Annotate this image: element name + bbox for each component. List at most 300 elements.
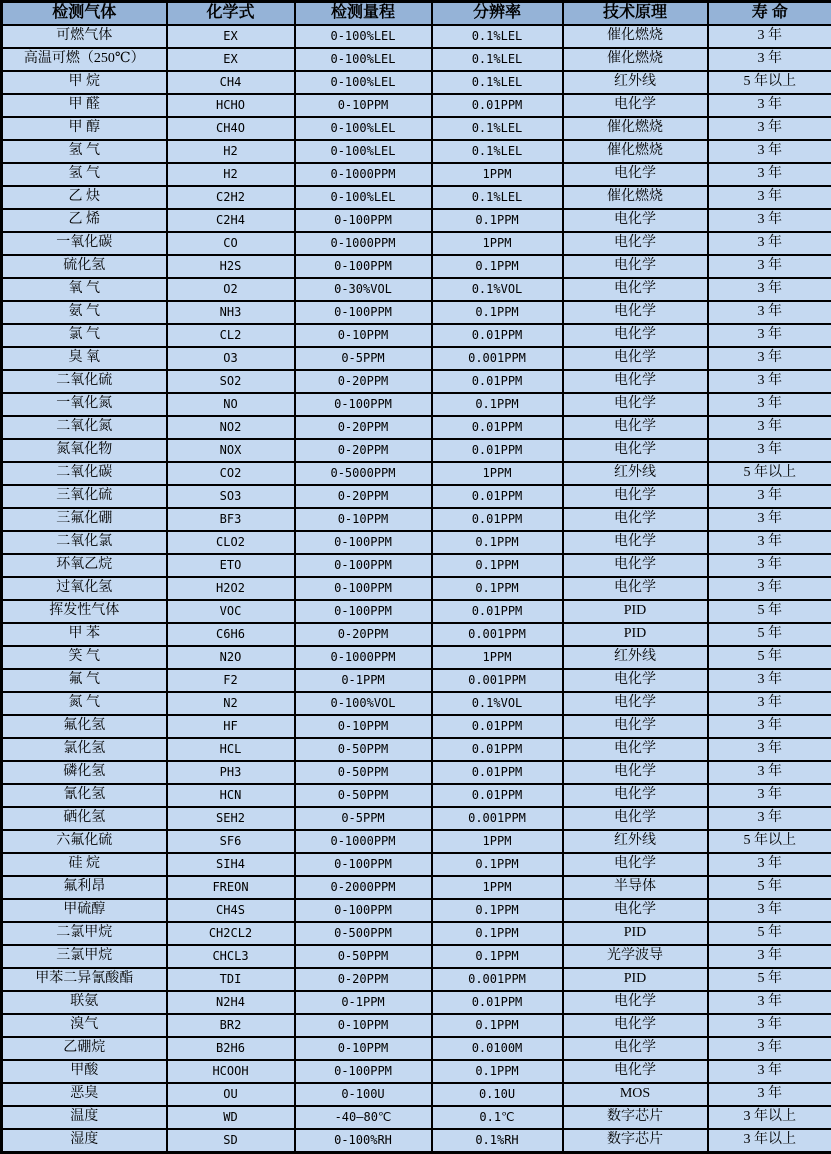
resolution-cell: 0.1PPM bbox=[432, 209, 563, 232]
gas-name-cell: 乙硼烷 bbox=[2, 1037, 167, 1060]
chemical-formula-cell: CL2 bbox=[167, 324, 295, 347]
table-row bbox=[2, 462, 831, 485]
detection-range-cell: 0-1000PPM bbox=[295, 830, 432, 853]
chemical-formula-cell: SO3 bbox=[167, 485, 295, 508]
technology-principle-cell: 电化学 bbox=[563, 347, 708, 370]
chemical-formula-cell: CO2 bbox=[167, 462, 295, 485]
lifespan-cell: 3 年 bbox=[708, 1037, 831, 1060]
chemical-formula-cell: SIH4 bbox=[167, 853, 295, 876]
table-row bbox=[2, 439, 831, 462]
resolution-cell: 0.1PPM bbox=[432, 853, 563, 876]
header-row bbox=[2, 2, 831, 26]
chemical-formula-cell: SEH2 bbox=[167, 807, 295, 830]
chemical-formula-cell: OU bbox=[167, 1083, 295, 1106]
gas-name-cell: 一氧化氮 bbox=[2, 393, 167, 416]
lifespan-cell: 5 年以上 bbox=[708, 462, 831, 485]
lifespan-cell: 3 年 bbox=[708, 1083, 831, 1106]
technology-principle-cell: 电化学 bbox=[563, 301, 708, 324]
chemical-formula-cell: HCHO bbox=[167, 94, 295, 117]
gas-name-cell: 二氧化氯 bbox=[2, 531, 167, 554]
resolution-cell: 0.01PPM bbox=[432, 324, 563, 347]
column-header-lifespan: 寿 命 bbox=[708, 2, 831, 26]
lifespan-cell: 3 年 bbox=[708, 991, 831, 1014]
resolution-cell: 0.1PPM bbox=[432, 945, 563, 968]
chemical-formula-cell: CO bbox=[167, 232, 295, 255]
detection-range-cell: 0-100%LEL bbox=[295, 117, 432, 140]
lifespan-cell: 3 年 bbox=[708, 209, 831, 232]
resolution-cell: 0.01PPM bbox=[432, 416, 563, 439]
technology-principle-cell: 电化学 bbox=[563, 209, 708, 232]
technology-principle-cell: 催化燃烧 bbox=[563, 48, 708, 71]
lifespan-cell: 3 年 bbox=[708, 669, 831, 692]
gas-name-cell: 甲酸 bbox=[2, 1060, 167, 1083]
chemical-formula-cell: CH4 bbox=[167, 71, 295, 94]
detection-range-cell: 0-20PPM bbox=[295, 416, 432, 439]
detection-range-cell: 0-1PPM bbox=[295, 991, 432, 1014]
table-row bbox=[2, 1014, 831, 1037]
chemical-formula-cell: C2H4 bbox=[167, 209, 295, 232]
detection-range-cell: 0-100%LEL bbox=[295, 140, 432, 163]
lifespan-cell: 3 年 bbox=[708, 163, 831, 186]
technology-principle-cell: 电化学 bbox=[563, 531, 708, 554]
resolution-cell: 0.0100M bbox=[432, 1037, 563, 1060]
chemical-formula-cell: HCN bbox=[167, 784, 295, 807]
gas-name-cell: 氨 气 bbox=[2, 301, 167, 324]
table-row bbox=[2, 784, 831, 807]
chemical-formula-cell: BF3 bbox=[167, 508, 295, 531]
gas-name-cell: 甲 烷 bbox=[2, 71, 167, 94]
table-row bbox=[2, 1129, 831, 1153]
resolution-cell: 0.01PPM bbox=[432, 784, 563, 807]
resolution-cell: 1PPM bbox=[432, 163, 563, 186]
gas-name-cell: 氯化氢 bbox=[2, 738, 167, 761]
detection-range-cell: 0-10PPM bbox=[295, 715, 432, 738]
table-row bbox=[2, 1060, 831, 1083]
gas-name-cell: 溴气 bbox=[2, 1014, 167, 1037]
lifespan-cell: 3 年 bbox=[708, 347, 831, 370]
chemical-formula-cell: TDI bbox=[167, 968, 295, 991]
detection-range-cell: 0-100U bbox=[295, 1083, 432, 1106]
table-row bbox=[2, 577, 831, 600]
table-row bbox=[2, 117, 831, 140]
resolution-cell: 0.1%VOL bbox=[432, 692, 563, 715]
technology-principle-cell: 催化燃烧 bbox=[563, 25, 708, 48]
table-row bbox=[2, 186, 831, 209]
table-row bbox=[2, 301, 831, 324]
table-row bbox=[2, 1106, 831, 1129]
gas-name-cell: 氢 气 bbox=[2, 163, 167, 186]
detection-range-cell: 0-100PPM bbox=[295, 393, 432, 416]
lifespan-cell: 5 年 bbox=[708, 876, 831, 899]
detection-range-cell: 0-1000PPM bbox=[295, 646, 432, 669]
chemical-formula-cell: H2 bbox=[167, 140, 295, 163]
table-row bbox=[2, 623, 831, 646]
gas-name-cell: 恶臭 bbox=[2, 1083, 167, 1106]
detection-range-cell: 0-100PPM bbox=[295, 577, 432, 600]
resolution-cell: 0.1PPM bbox=[432, 554, 563, 577]
gas-name-cell: 氮氧化物 bbox=[2, 439, 167, 462]
resolution-cell: 0.1%LEL bbox=[432, 140, 563, 163]
lifespan-cell: 3 年 bbox=[708, 186, 831, 209]
chemical-formula-cell: H2 bbox=[167, 163, 295, 186]
table-row bbox=[2, 370, 831, 393]
detection-range-cell: 0-10PPM bbox=[295, 324, 432, 347]
technology-principle-cell: 电化学 bbox=[563, 991, 708, 1014]
lifespan-cell: 3 年 bbox=[708, 278, 831, 301]
table-row bbox=[2, 968, 831, 991]
detection-range-cell: 0-20PPM bbox=[295, 623, 432, 646]
chemical-formula-cell: FREON bbox=[167, 876, 295, 899]
chemical-formula-cell: VOC bbox=[167, 600, 295, 623]
gas-name-cell: 乙 炔 bbox=[2, 186, 167, 209]
detection-range-cell: -40—80℃ bbox=[295, 1106, 432, 1129]
lifespan-cell: 3 年 bbox=[708, 531, 831, 554]
column-header-technology-principle: 技术原理 bbox=[563, 2, 708, 26]
technology-principle-cell: 数字芯片 bbox=[563, 1129, 708, 1153]
table-row bbox=[2, 71, 831, 94]
chemical-formula-cell: N2 bbox=[167, 692, 295, 715]
gas-name-cell: 二氧化碳 bbox=[2, 462, 167, 485]
chemical-formula-cell: HF bbox=[167, 715, 295, 738]
table-row bbox=[2, 393, 831, 416]
chemical-formula-cell: C2H2 bbox=[167, 186, 295, 209]
table-row bbox=[2, 991, 831, 1014]
chemical-formula-cell: O2 bbox=[167, 278, 295, 301]
detection-range-cell: 0-30%VOL bbox=[295, 278, 432, 301]
resolution-cell: 0.01PPM bbox=[432, 600, 563, 623]
technology-principle-cell: 电化学 bbox=[563, 324, 708, 347]
chemical-formula-cell: SD bbox=[167, 1129, 295, 1153]
detection-range-cell: 0-100%LEL bbox=[295, 48, 432, 71]
lifespan-cell: 3 年 bbox=[708, 301, 831, 324]
technology-principle-cell: 电化学 bbox=[563, 761, 708, 784]
lifespan-cell: 3 年 bbox=[708, 370, 831, 393]
chemical-formula-cell: N2O bbox=[167, 646, 295, 669]
technology-principle-cell: 催化燃烧 bbox=[563, 186, 708, 209]
resolution-cell: 1PPM bbox=[432, 462, 563, 485]
detection-range-cell: 0-100PPM bbox=[295, 899, 432, 922]
gas-name-cell: 硅 烷 bbox=[2, 853, 167, 876]
chemical-formula-cell: CH4O bbox=[167, 117, 295, 140]
gas-name-cell: 高温可燃（250℃） bbox=[2, 48, 167, 71]
technology-principle-cell: 催化燃烧 bbox=[563, 117, 708, 140]
resolution-cell: 0.001PPM bbox=[432, 968, 563, 991]
lifespan-cell: 3 年 bbox=[708, 554, 831, 577]
gas-name-cell: 硒化氢 bbox=[2, 807, 167, 830]
technology-principle-cell: 红外线 bbox=[563, 830, 708, 853]
lifespan-cell: 3 年 bbox=[708, 508, 831, 531]
resolution-cell: 0.1PPM bbox=[432, 899, 563, 922]
column-header-gas-name: 检测气体 bbox=[2, 2, 167, 26]
gas-name-cell: 可燃气体 bbox=[2, 25, 167, 48]
technology-principle-cell: 光学波导 bbox=[563, 945, 708, 968]
resolution-cell: 0.001PPM bbox=[432, 807, 563, 830]
technology-principle-cell: 红外线 bbox=[563, 462, 708, 485]
resolution-cell: 0.01PPM bbox=[432, 94, 563, 117]
table-row bbox=[2, 163, 831, 186]
chemical-formula-cell: H2S bbox=[167, 255, 295, 278]
resolution-cell: 0.1PPM bbox=[432, 301, 563, 324]
table-header bbox=[2, 2, 831, 26]
gas-name-cell: 甲 苯 bbox=[2, 623, 167, 646]
technology-principle-cell: 电化学 bbox=[563, 163, 708, 186]
gas-name-cell: 硫化氢 bbox=[2, 255, 167, 278]
table-row bbox=[2, 554, 831, 577]
table-row bbox=[2, 232, 831, 255]
chemical-formula-cell: B2H6 bbox=[167, 1037, 295, 1060]
detection-range-cell: 0-20PPM bbox=[295, 370, 432, 393]
table-row bbox=[2, 600, 831, 623]
lifespan-cell: 5 年 bbox=[708, 922, 831, 945]
gas-name-cell: 氟 气 bbox=[2, 669, 167, 692]
resolution-cell: 0.001PPM bbox=[432, 669, 563, 692]
chemical-formula-cell: N2H4 bbox=[167, 991, 295, 1014]
table-row bbox=[2, 738, 831, 761]
lifespan-cell: 3 年 bbox=[708, 899, 831, 922]
lifespan-cell: 3 年 bbox=[708, 439, 831, 462]
resolution-cell: 0.1PPM bbox=[432, 922, 563, 945]
technology-principle-cell: MOS bbox=[563, 1083, 708, 1106]
resolution-cell: 0.1PPM bbox=[432, 1060, 563, 1083]
detection-range-cell: 0-5PPM bbox=[295, 807, 432, 830]
lifespan-cell: 3 年 bbox=[708, 25, 831, 48]
lifespan-cell: 3 年 bbox=[708, 1014, 831, 1037]
resolution-cell: 0.001PPM bbox=[432, 623, 563, 646]
detection-range-cell: 0-1000PPM bbox=[295, 163, 432, 186]
lifespan-cell: 3 年以上 bbox=[708, 1106, 831, 1129]
gas-name-cell: 挥发性气体 bbox=[2, 600, 167, 623]
detection-range-cell: 0-100%LEL bbox=[295, 71, 432, 94]
detection-range-cell: 0-20PPM bbox=[295, 968, 432, 991]
gas-name-cell: 过氧化氢 bbox=[2, 577, 167, 600]
detection-range-cell: 0-20PPM bbox=[295, 439, 432, 462]
table-row bbox=[2, 278, 831, 301]
gas-name-cell: 乙 烯 bbox=[2, 209, 167, 232]
technology-principle-cell: PID bbox=[563, 968, 708, 991]
technology-principle-cell: 电化学 bbox=[563, 692, 708, 715]
lifespan-cell: 3 年 bbox=[708, 761, 831, 784]
lifespan-cell: 3 年 bbox=[708, 577, 831, 600]
chemical-formula-cell: F2 bbox=[167, 669, 295, 692]
resolution-cell: 0.1PPM bbox=[432, 255, 563, 278]
resolution-cell: 0.10U bbox=[432, 1083, 563, 1106]
technology-principle-cell: 电化学 bbox=[563, 1037, 708, 1060]
lifespan-cell: 3 年 bbox=[708, 48, 831, 71]
table-row bbox=[2, 485, 831, 508]
resolution-cell: 0.01PPM bbox=[432, 738, 563, 761]
chemical-formula-cell: HCOOH bbox=[167, 1060, 295, 1083]
lifespan-cell: 5 年 bbox=[708, 646, 831, 669]
technology-principle-cell: 红外线 bbox=[563, 646, 708, 669]
detection-range-cell: 0-100PPM bbox=[295, 600, 432, 623]
table-row bbox=[2, 508, 831, 531]
lifespan-cell: 5 年 bbox=[708, 968, 831, 991]
table-row bbox=[2, 48, 831, 71]
detection-range-cell: 0-1000PPM bbox=[295, 232, 432, 255]
detection-range-cell: 0-50PPM bbox=[295, 945, 432, 968]
column-header-resolution: 分辨率 bbox=[432, 2, 563, 26]
detection-range-cell: 0-100PPM bbox=[295, 554, 432, 577]
lifespan-cell: 3 年 bbox=[708, 232, 831, 255]
technology-principle-cell: 电化学 bbox=[563, 485, 708, 508]
detection-range-cell: 0-100%LEL bbox=[295, 25, 432, 48]
technology-principle-cell: 电化学 bbox=[563, 577, 708, 600]
lifespan-cell: 3 年 bbox=[708, 416, 831, 439]
lifespan-cell: 3 年 bbox=[708, 1060, 831, 1083]
resolution-cell: 0.01PPM bbox=[432, 715, 563, 738]
table-row bbox=[2, 94, 831, 117]
table-row bbox=[2, 140, 831, 163]
technology-principle-cell: PID bbox=[563, 922, 708, 945]
resolution-cell: 0.1PPM bbox=[432, 393, 563, 416]
technology-principle-cell: 电化学 bbox=[563, 255, 708, 278]
chemical-formula-cell: H2O2 bbox=[167, 577, 295, 600]
table-row bbox=[2, 416, 831, 439]
lifespan-cell: 5 年 bbox=[708, 600, 831, 623]
resolution-cell: 0.1%LEL bbox=[432, 48, 563, 71]
detection-range-cell: 0-100%RH bbox=[295, 1129, 432, 1153]
chemical-formula-cell: CLO2 bbox=[167, 531, 295, 554]
lifespan-cell: 3 年 bbox=[708, 393, 831, 416]
detection-range-cell: 0-1PPM bbox=[295, 669, 432, 692]
technology-principle-cell: 催化燃烧 bbox=[563, 140, 708, 163]
table-row bbox=[2, 209, 831, 232]
technology-principle-cell: 电化学 bbox=[563, 393, 708, 416]
detection-range-cell: 0-500PPM bbox=[295, 922, 432, 945]
table-row bbox=[2, 945, 831, 968]
gas-name-cell: 二氧化硫 bbox=[2, 370, 167, 393]
technology-principle-cell: PID bbox=[563, 623, 708, 646]
technology-principle-cell: 电化学 bbox=[563, 1060, 708, 1083]
lifespan-cell: 3 年 bbox=[708, 140, 831, 163]
gas-name-cell: 氰化氢 bbox=[2, 784, 167, 807]
detection-range-cell: 0-10PPM bbox=[295, 1037, 432, 1060]
resolution-cell: 0.1%RH bbox=[432, 1129, 563, 1153]
technology-principle-cell: 电化学 bbox=[563, 278, 708, 301]
table-row bbox=[2, 899, 831, 922]
table-row bbox=[2, 1037, 831, 1060]
gas-name-cell: 甲 醇 bbox=[2, 117, 167, 140]
lifespan-cell: 3 年 bbox=[708, 853, 831, 876]
table-row bbox=[2, 853, 831, 876]
table-body bbox=[2, 25, 831, 1153]
detection-range-cell: 0-50PPM bbox=[295, 761, 432, 784]
resolution-cell: 0.01PPM bbox=[432, 439, 563, 462]
gas-name-cell: 磷化氢 bbox=[2, 761, 167, 784]
gas-name-cell: 二氧化氮 bbox=[2, 416, 167, 439]
detection-range-cell: 0-10PPM bbox=[295, 1014, 432, 1037]
lifespan-cell: 3 年 bbox=[708, 117, 831, 140]
technology-principle-cell: 数字芯片 bbox=[563, 1106, 708, 1129]
resolution-cell: 1PPM bbox=[432, 876, 563, 899]
lifespan-cell: 3 年 bbox=[708, 94, 831, 117]
resolution-cell: 0.01PPM bbox=[432, 508, 563, 531]
chemical-formula-cell: O3 bbox=[167, 347, 295, 370]
table-row bbox=[2, 646, 831, 669]
gas-name-cell: 六氟化硫 bbox=[2, 830, 167, 853]
technology-principle-cell: 电化学 bbox=[563, 738, 708, 761]
chemical-formula-cell: ETO bbox=[167, 554, 295, 577]
lifespan-cell: 3 年以上 bbox=[708, 1129, 831, 1153]
detection-range-cell: 0-100%VOL bbox=[295, 692, 432, 715]
chemical-formula-cell: NO bbox=[167, 393, 295, 416]
technology-principle-cell: 电化学 bbox=[563, 669, 708, 692]
resolution-cell: 0.1℃ bbox=[432, 1106, 563, 1129]
gas-name-cell: 甲硫醇 bbox=[2, 899, 167, 922]
column-header-chemical-formula: 化学式 bbox=[167, 2, 295, 26]
lifespan-cell: 5 年以上 bbox=[708, 71, 831, 94]
technology-principle-cell: 电化学 bbox=[563, 416, 708, 439]
detection-range-cell: 0-5000PPM bbox=[295, 462, 432, 485]
resolution-cell: 0.01PPM bbox=[432, 485, 563, 508]
table-row bbox=[2, 255, 831, 278]
chemical-formula-cell: HCL bbox=[167, 738, 295, 761]
column-header-detection-range: 检测量程 bbox=[295, 2, 432, 26]
detection-range-cell: 0-2000PPM bbox=[295, 876, 432, 899]
gas-name-cell: 湿度 bbox=[2, 1129, 167, 1153]
chemical-formula-cell: BR2 bbox=[167, 1014, 295, 1037]
technology-principle-cell: 红外线 bbox=[563, 71, 708, 94]
lifespan-cell: 3 年 bbox=[708, 485, 831, 508]
gas-name-cell: 联氨 bbox=[2, 991, 167, 1014]
technology-principle-cell: 电化学 bbox=[563, 807, 708, 830]
technology-principle-cell: 电化学 bbox=[563, 370, 708, 393]
lifespan-cell: 3 年 bbox=[708, 945, 831, 968]
table-row bbox=[2, 25, 831, 48]
gas-name-cell: 三氯甲烷 bbox=[2, 945, 167, 968]
table-row bbox=[2, 531, 831, 554]
detection-range-cell: 0-100PPM bbox=[295, 209, 432, 232]
technology-principle-cell: 电化学 bbox=[563, 715, 708, 738]
gas-name-cell: 氧 气 bbox=[2, 278, 167, 301]
chemical-formula-cell: NOX bbox=[167, 439, 295, 462]
technology-principle-cell: 电化学 bbox=[563, 554, 708, 577]
chemical-formula-cell: NH3 bbox=[167, 301, 295, 324]
resolution-cell: 0.1%LEL bbox=[432, 186, 563, 209]
resolution-cell: 1PPM bbox=[432, 232, 563, 255]
detection-range-cell: 0-100%LEL bbox=[295, 186, 432, 209]
technology-principle-cell: 半导体 bbox=[563, 876, 708, 899]
table-row bbox=[2, 669, 831, 692]
gas-name-cell: 氢 气 bbox=[2, 140, 167, 163]
gas-name-cell: 氯 气 bbox=[2, 324, 167, 347]
technology-principle-cell: 电化学 bbox=[563, 784, 708, 807]
detection-range-cell: 0-100PPM bbox=[295, 531, 432, 554]
resolution-cell: 0.1%VOL bbox=[432, 278, 563, 301]
gas-name-cell: 一氧化碳 bbox=[2, 232, 167, 255]
detection-range-cell: 0-50PPM bbox=[295, 784, 432, 807]
gas-name-cell: 二氯甲烷 bbox=[2, 922, 167, 945]
lifespan-cell: 3 年 bbox=[708, 692, 831, 715]
chemical-formula-cell: SF6 bbox=[167, 830, 295, 853]
gas-name-cell: 温度 bbox=[2, 1106, 167, 1129]
resolution-cell: 0.01PPM bbox=[432, 370, 563, 393]
chemical-formula-cell: CHCL3 bbox=[167, 945, 295, 968]
resolution-cell: 0.01PPM bbox=[432, 991, 563, 1014]
gas-name-cell: 氟利昂 bbox=[2, 876, 167, 899]
technology-principle-cell: 电化学 bbox=[563, 508, 708, 531]
lifespan-cell: 3 年 bbox=[708, 807, 831, 830]
gas-name-cell: 三氧化硫 bbox=[2, 485, 167, 508]
resolution-cell: 0.001PPM bbox=[432, 347, 563, 370]
resolution-cell: 0.1%LEL bbox=[432, 71, 563, 94]
technology-principle-cell: 电化学 bbox=[563, 1014, 708, 1037]
table-row bbox=[2, 830, 831, 853]
resolution-cell: 1PPM bbox=[432, 830, 563, 853]
chemical-formula-cell: CH4S bbox=[167, 899, 295, 922]
table-row bbox=[2, 715, 831, 738]
detection-range-cell: 0-100PPM bbox=[295, 301, 432, 324]
